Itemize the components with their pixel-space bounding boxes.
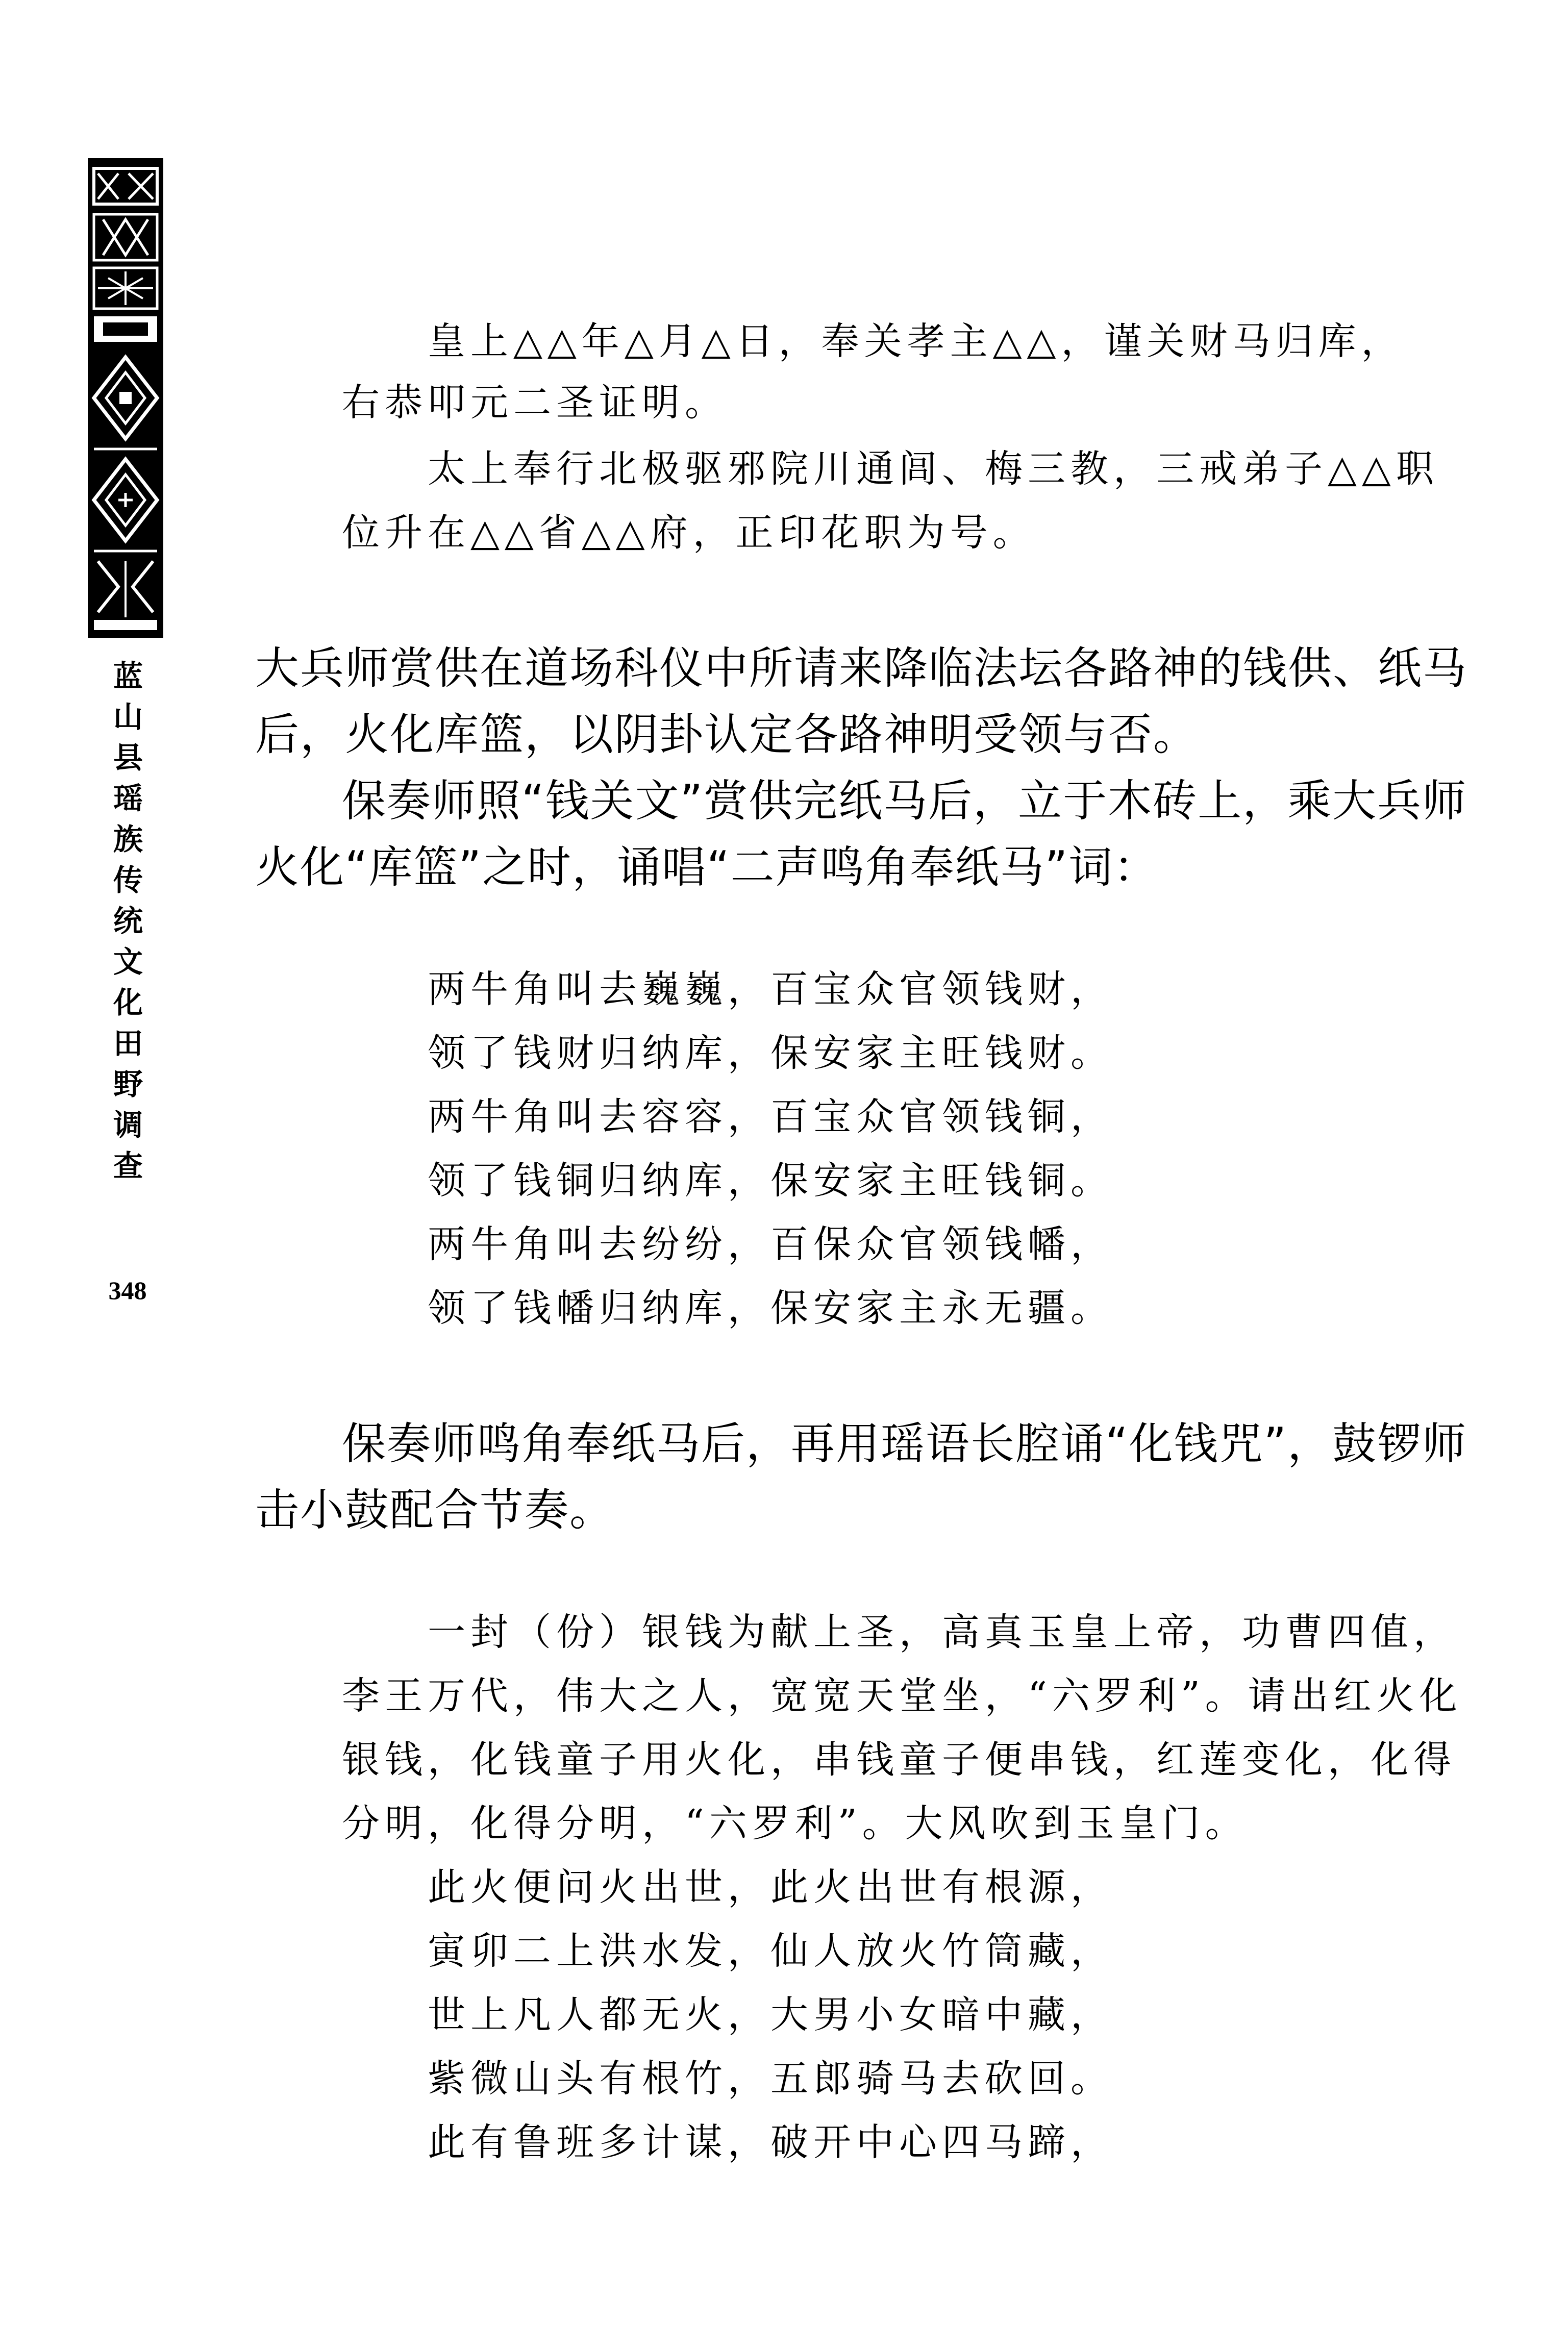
verse-line: 领了钱铜归纳库，保安家主旺钱铜。 xyxy=(428,1159,1113,1203)
verse-line: 领了钱幡归纳库，保安家主永无疆。 xyxy=(428,1286,1113,1330)
text-line: 太上奉行北极驱邪院川通闾、梅三教，三戒弟子△△职 xyxy=(428,447,1439,491)
text-line: 分明，化得分明，“六罗利”。大风吹到玉皇门。 xyxy=(342,1802,1248,1845)
page-number: 348 xyxy=(108,1276,147,1305)
woven-pattern-icon xyxy=(88,158,163,638)
text-line: 后，火化库篮，以阴卦认定各路神明受领与否。 xyxy=(255,709,1198,760)
verse-line: 领了钱财归纳库，保安家主旺钱财。 xyxy=(428,1031,1113,1075)
text-line: 李王万代，伟大之人，宽宽天堂坐，“六罗利”。请出红火化 xyxy=(342,1674,1462,1718)
text-line: 击小鼓配合节奏。 xyxy=(255,1485,614,1536)
verse-line: 此有鲁班多计谋，破开中心四马蹄， xyxy=(428,2120,1113,2164)
text-line: 皇上△△年△月△日，奉关孝主△△，谨关财马归库， xyxy=(428,319,1404,363)
text-line: 大兵师赏供在道场科仪中所请来降临法坛各路神的钱供、纸马 xyxy=(255,643,1467,694)
text-line: 火化“库篮”之时，诵唱“二声鸣角奉纸马”词： xyxy=(255,842,1159,893)
verse-line: 两牛角叫去容容，百宝众官领钱铜， xyxy=(428,1095,1113,1139)
text-line: 位升在△△省△△府，正印花职为号。 xyxy=(342,511,1036,555)
text-line: 保奏师照“钱关文”赏供完纸马后，立于木砖上，乘大兵师 xyxy=(342,776,1467,827)
verse-line: 两牛角叫去纷纷，百保众官领钱幡， xyxy=(428,1222,1113,1266)
text-line: 银钱，化钱童子用火化，串钱童子便串钱，红莲变化，化得 xyxy=(342,1738,1456,1782)
side-banner-pattern xyxy=(88,158,163,638)
text-line: 一封（份）银钱为献上圣，高真玉皇上帝，功曹四值， xyxy=(428,1610,1456,1654)
verse-line: 寅卯二上洪水发，仙人放火竹筒藏， xyxy=(428,1929,1113,1973)
verse-line: 世上凡人都无火，大男小女暗中藏， xyxy=(428,1993,1113,2037)
verse-line: 两牛角叫去巍巍，百宝众官领钱财， xyxy=(428,967,1113,1011)
verse-line: 紫微山头有根竹，五郎骑马去砍回。 xyxy=(428,2057,1113,2101)
text-line: 右恭叩元二圣证明。 xyxy=(342,381,728,424)
verse-line: 此火便问火出世，此火出世有根源， xyxy=(428,1865,1113,1909)
side-book-title: 蓝山县瑶族传统文化田野调查 xyxy=(113,659,143,1183)
text-line: 保奏师鸣角奉纸马后，再用瑶语长腔诵“化钱咒”，鼓锣师 xyxy=(342,1418,1467,1469)
